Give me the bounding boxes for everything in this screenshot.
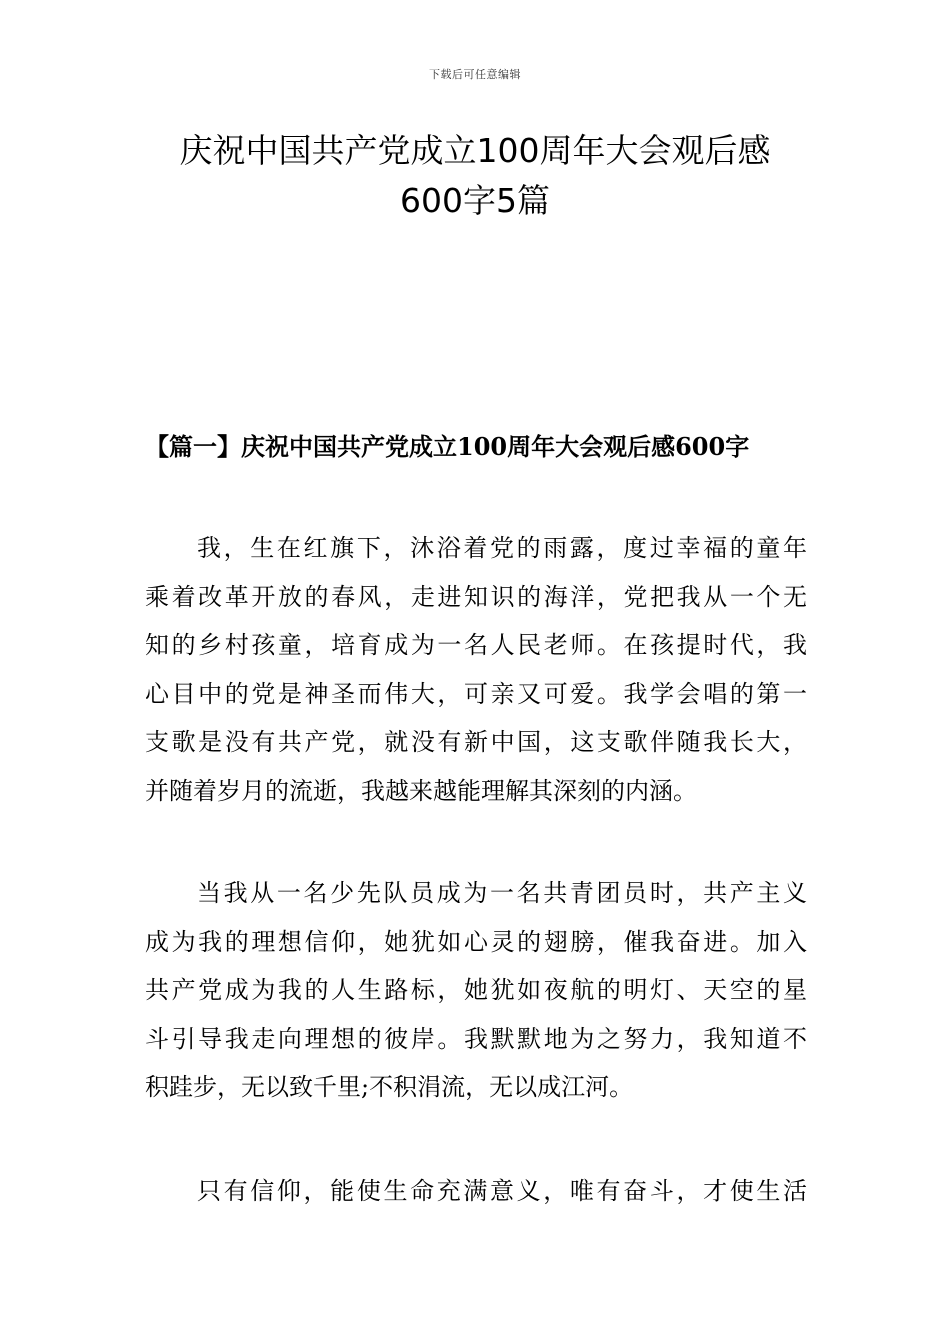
body-paragraph	[145, 1167, 807, 1216]
paragraph-line: 心目中的党是神圣而伟大，可亲又可爱。我学会唱的第一	[145, 679, 807, 708]
header-note: 下载后可任意编辑	[429, 68, 521, 81]
paragraph-line: 积跬步，无以致千里;不积涓流，无以成江河。	[145, 1073, 634, 1102]
paragraph-line: 斗引导我走向理想的彼岸。我默默地为之努力，我知道不	[145, 1024, 807, 1053]
title-line: 庆祝中国共产党成立100周年大会观后感	[179, 131, 771, 170]
body-paragraph	[145, 869, 807, 1112]
paragraph-line: 知的乡村孩童，培育成为一名人民老师。在孩提时代，我	[145, 631, 807, 660]
title-line: 600字5篇	[400, 181, 550, 220]
paragraph-line: 支歌是没有共产党，就没有新中国，这支歌伴随我长大，	[145, 728, 807, 757]
paragraph-line: 当我从一名少先队员成为一名共青团员时，共产主义	[197, 879, 807, 907]
paragraph-line: 只有信仰，能使生命充满意义，唯有奋斗，才使生活	[197, 1177, 807, 1205]
paragraph-line: 并随着岁月的流逝，我越来越能理解其深刻的内涵。	[145, 776, 697, 805]
paragraph-line: 成为我的理想信仰，她犹如心灵的翅膀，催我奋进。加入	[145, 927, 807, 956]
body-paragraph	[145, 524, 807, 816]
document-title	[100, 126, 850, 226]
paragraph-line: 我，生在红旗下，沐浴着党的雨露，度过幸福的童年	[197, 534, 807, 562]
paragraph-line: 共产党成为我的人生路标，她犹如夜航的明灯、天空的星	[145, 976, 807, 1005]
section-heading: 【篇一】庆祝中国共产党成立100周年大会观后感600字	[145, 432, 750, 461]
paragraph-line: 乘着改革开放的春风，走进知识的海洋，党把我从一个无	[145, 582, 807, 611]
